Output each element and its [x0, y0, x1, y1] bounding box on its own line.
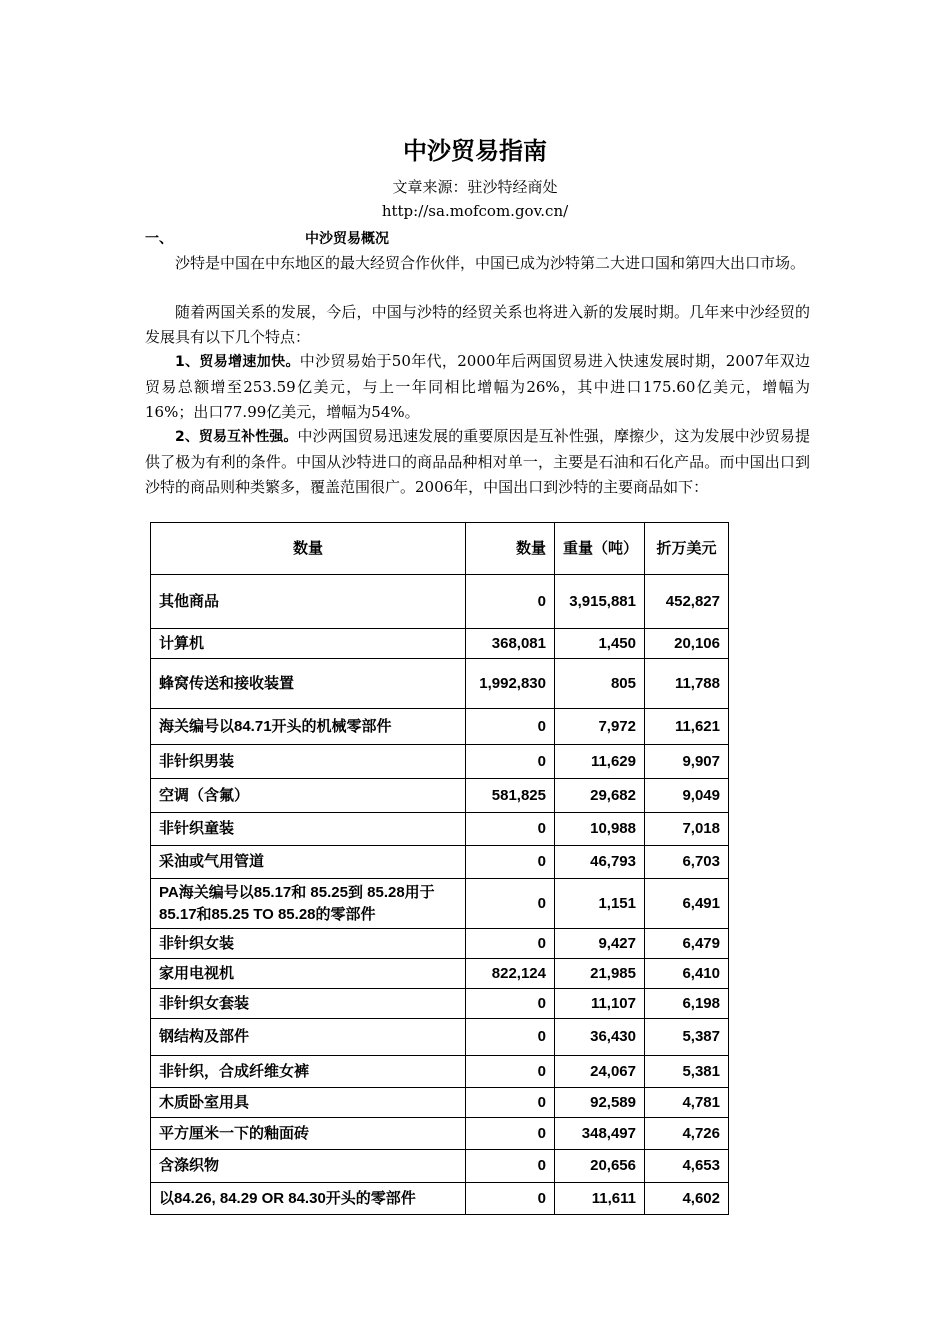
table-row — [151, 779, 729, 813]
table-row — [151, 659, 729, 709]
weight-cell: 1,450 — [555, 629, 645, 659]
weight-cell: 11,107 — [555, 989, 645, 1019]
quantity-cell: 1,992,830 — [466, 659, 555, 709]
weight-cell: 11,629 — [555, 745, 645, 779]
quantity-cell: 0 — [466, 575, 555, 629]
table-row — [151, 1150, 729, 1183]
paragraph-3-lead: 1、贸易增速加快。 — [175, 354, 300, 370]
usd-value-cell: 4,653 — [645, 1150, 729, 1183]
weight-cell: 1,151 — [555, 879, 645, 929]
usd-value-cell: 9,907 — [645, 745, 729, 779]
item-name-cell: 非针织童装 — [151, 813, 466, 846]
usd-value-cell: 5,387 — [645, 1019, 729, 1056]
usd-value-cell: 11,621 — [645, 709, 729, 745]
weight-cell: 92,589 — [555, 1088, 645, 1118]
quantity-cell: 0 — [466, 1183, 555, 1215]
item-name-cell: 非针织男装 — [151, 745, 466, 779]
usd-value-cell: 6,491 — [645, 879, 729, 929]
header-quantity: 数量 — [466, 523, 555, 575]
item-name-cell: 平方厘米一下的釉面砖 — [151, 1118, 466, 1150]
usd-value-cell: 7,018 — [645, 813, 729, 846]
table-row — [151, 709, 729, 745]
usd-value-cell: 11,788 — [645, 659, 729, 709]
paragraph-2-text: 随着两国关系的发展，今后，中国与沙特的经贸关系也将进入新的发展时期。几年来中沙经贸的发展具有以下几个特点： — [145, 303, 810, 346]
table-row — [151, 959, 729, 989]
quantity-cell: 822,124 — [466, 959, 555, 989]
table-row — [151, 745, 729, 779]
weight-cell: 10,988 — [555, 813, 645, 846]
item-name-cell: 其他商品 — [151, 575, 466, 629]
quantity-cell: 368,081 — [466, 629, 555, 659]
paragraph-1-text: 沙特是中国在中东地区的最大经贸合作伙伴，中国已成为沙特第二大进口国和第四大出口市场。 — [175, 254, 806, 272]
paragraph-3-text: 中沙贸易始于50年代，2000年后两国贸易进入快速发展时期，2007年双边贸易总额增至253.59亿美元，与上一年同相比增幅为26%，其中进口175.60亿美元，增幅为16%；出口77.99亿美元，增幅为54%。 — [145, 352, 810, 421]
item-name-cell: 家用电视机 — [151, 959, 466, 989]
item-name-cell: 采油或气用管道 — [151, 846, 466, 879]
usd-value-cell: 6,479 — [645, 929, 729, 959]
paragraph-4 — [145, 424, 810, 500]
table-row — [151, 879, 729, 929]
table-row — [151, 1183, 729, 1215]
table-row — [151, 1088, 729, 1118]
export-goods-table — [150, 522, 729, 1215]
weight-cell: 11,611 — [555, 1183, 645, 1215]
item-name-cell: 海关编号以84.71开头的机械零部件 — [151, 709, 466, 745]
item-name-cell: PA海关编号以85.17和 85.25到 85.28用于85.17和85.25 TO 85.28的零部件 — [151, 879, 466, 929]
item-name-cell: 计算机 — [151, 629, 466, 659]
header-usd: 折万美元 — [645, 523, 729, 575]
table-row — [151, 575, 729, 629]
usd-value-cell: 5,381 — [645, 1056, 729, 1088]
weight-cell: 24,067 — [555, 1056, 645, 1088]
usd-value-cell: 452,827 — [645, 575, 729, 629]
quantity-cell: 0 — [466, 1019, 555, 1056]
quantity-cell: 0 — [466, 745, 555, 779]
table-row — [151, 629, 729, 659]
weight-cell: 3,915,881 — [555, 575, 645, 629]
usd-value-cell: 6,410 — [645, 959, 729, 989]
usd-value-cell: 4,726 — [645, 1118, 729, 1150]
table-row — [151, 813, 729, 846]
table-row — [151, 846, 729, 879]
item-name-cell: 以84.26, 84.29 OR 84.30开头的零部件 — [151, 1183, 466, 1215]
item-name-cell: 非针织，合成纤维女裤 — [151, 1056, 466, 1088]
table-row — [151, 1019, 729, 1056]
weight-cell: 20,656 — [555, 1150, 645, 1183]
table-header-row — [151, 523, 729, 575]
usd-value-cell: 4,602 — [645, 1183, 729, 1215]
table-row — [151, 1118, 729, 1150]
paragraph-4-lead: 2、贸易互补性强。 — [175, 429, 298, 445]
paragraph-4-text: 中沙两国贸易迅速发展的重要原因是互补性强，摩擦少，这为发展中沙贸易提供了极为有利的条件。中国从沙特进口的商品品种相对单一，主要是石油和石化产品。而中国出口到沙特的商品则种类繁多，覆盖范围很广。2006年，中国出口到沙特的主要商品如下： — [145, 427, 810, 496]
item-name-cell: 蜂窝传送和接收装置 — [151, 659, 466, 709]
item-name-cell: 含涤织物 — [151, 1150, 466, 1183]
quantity-cell: 0 — [466, 879, 555, 929]
table-body — [151, 575, 729, 1215]
item-name-cell: 空调（含氟） — [151, 779, 466, 813]
weight-cell: 46,793 — [555, 846, 645, 879]
weight-cell: 348,497 — [555, 1118, 645, 1150]
quantity-cell: 581,825 — [466, 779, 555, 813]
page-title: 中沙贸易指南 — [403, 137, 547, 165]
item-name-cell: 非针织女套装 — [151, 989, 466, 1019]
table-row — [151, 929, 729, 959]
section-number: 一、 — [145, 231, 173, 247]
usd-value-cell: 9,049 — [645, 779, 729, 813]
usd-value-cell: 6,703 — [645, 846, 729, 879]
usd-value-cell: 20,106 — [645, 629, 729, 659]
paragraph-2 — [145, 300, 810, 350]
table-row — [151, 1056, 729, 1088]
quantity-cell: 0 — [466, 1118, 555, 1150]
source-url: http://sa.mofcom.gov.cn/ — [381, 202, 569, 220]
usd-value-cell: 4,781 — [645, 1088, 729, 1118]
table-row — [151, 989, 729, 1019]
quantity-cell: 0 — [466, 846, 555, 879]
header-name: 数量 — [151, 523, 466, 575]
header-weight: 重量（吨） — [555, 523, 645, 575]
quantity-cell: 0 — [466, 1150, 555, 1183]
quantity-cell: 0 — [466, 929, 555, 959]
quantity-cell: 0 — [466, 989, 555, 1019]
weight-cell: 805 — [555, 659, 645, 709]
usd-value-cell: 6,198 — [645, 989, 729, 1019]
weight-cell: 21,985 — [555, 959, 645, 989]
quantity-cell: 0 — [466, 1088, 555, 1118]
weight-cell: 36,430 — [555, 1019, 645, 1056]
quantity-cell: 0 — [466, 709, 555, 745]
quantity-cell: 0 — [466, 813, 555, 846]
section-heading — [145, 228, 845, 250]
item-name-cell: 非针织女装 — [151, 929, 466, 959]
item-name-cell: 木质卧室用具 — [151, 1088, 466, 1118]
weight-cell: 7,972 — [555, 709, 645, 745]
item-name-cell: 钢结构及部件 — [151, 1019, 466, 1056]
section-title: 中沙贸易概况 — [305, 231, 389, 247]
weight-cell: 29,682 — [555, 779, 645, 813]
paragraph-1 — [145, 251, 810, 276]
paragraph-3 — [145, 349, 810, 425]
article-source: 文章来源：驻沙特经商处 — [392, 178, 558, 196]
weight-cell: 9,427 — [555, 929, 645, 959]
quantity-cell: 0 — [466, 1056, 555, 1088]
